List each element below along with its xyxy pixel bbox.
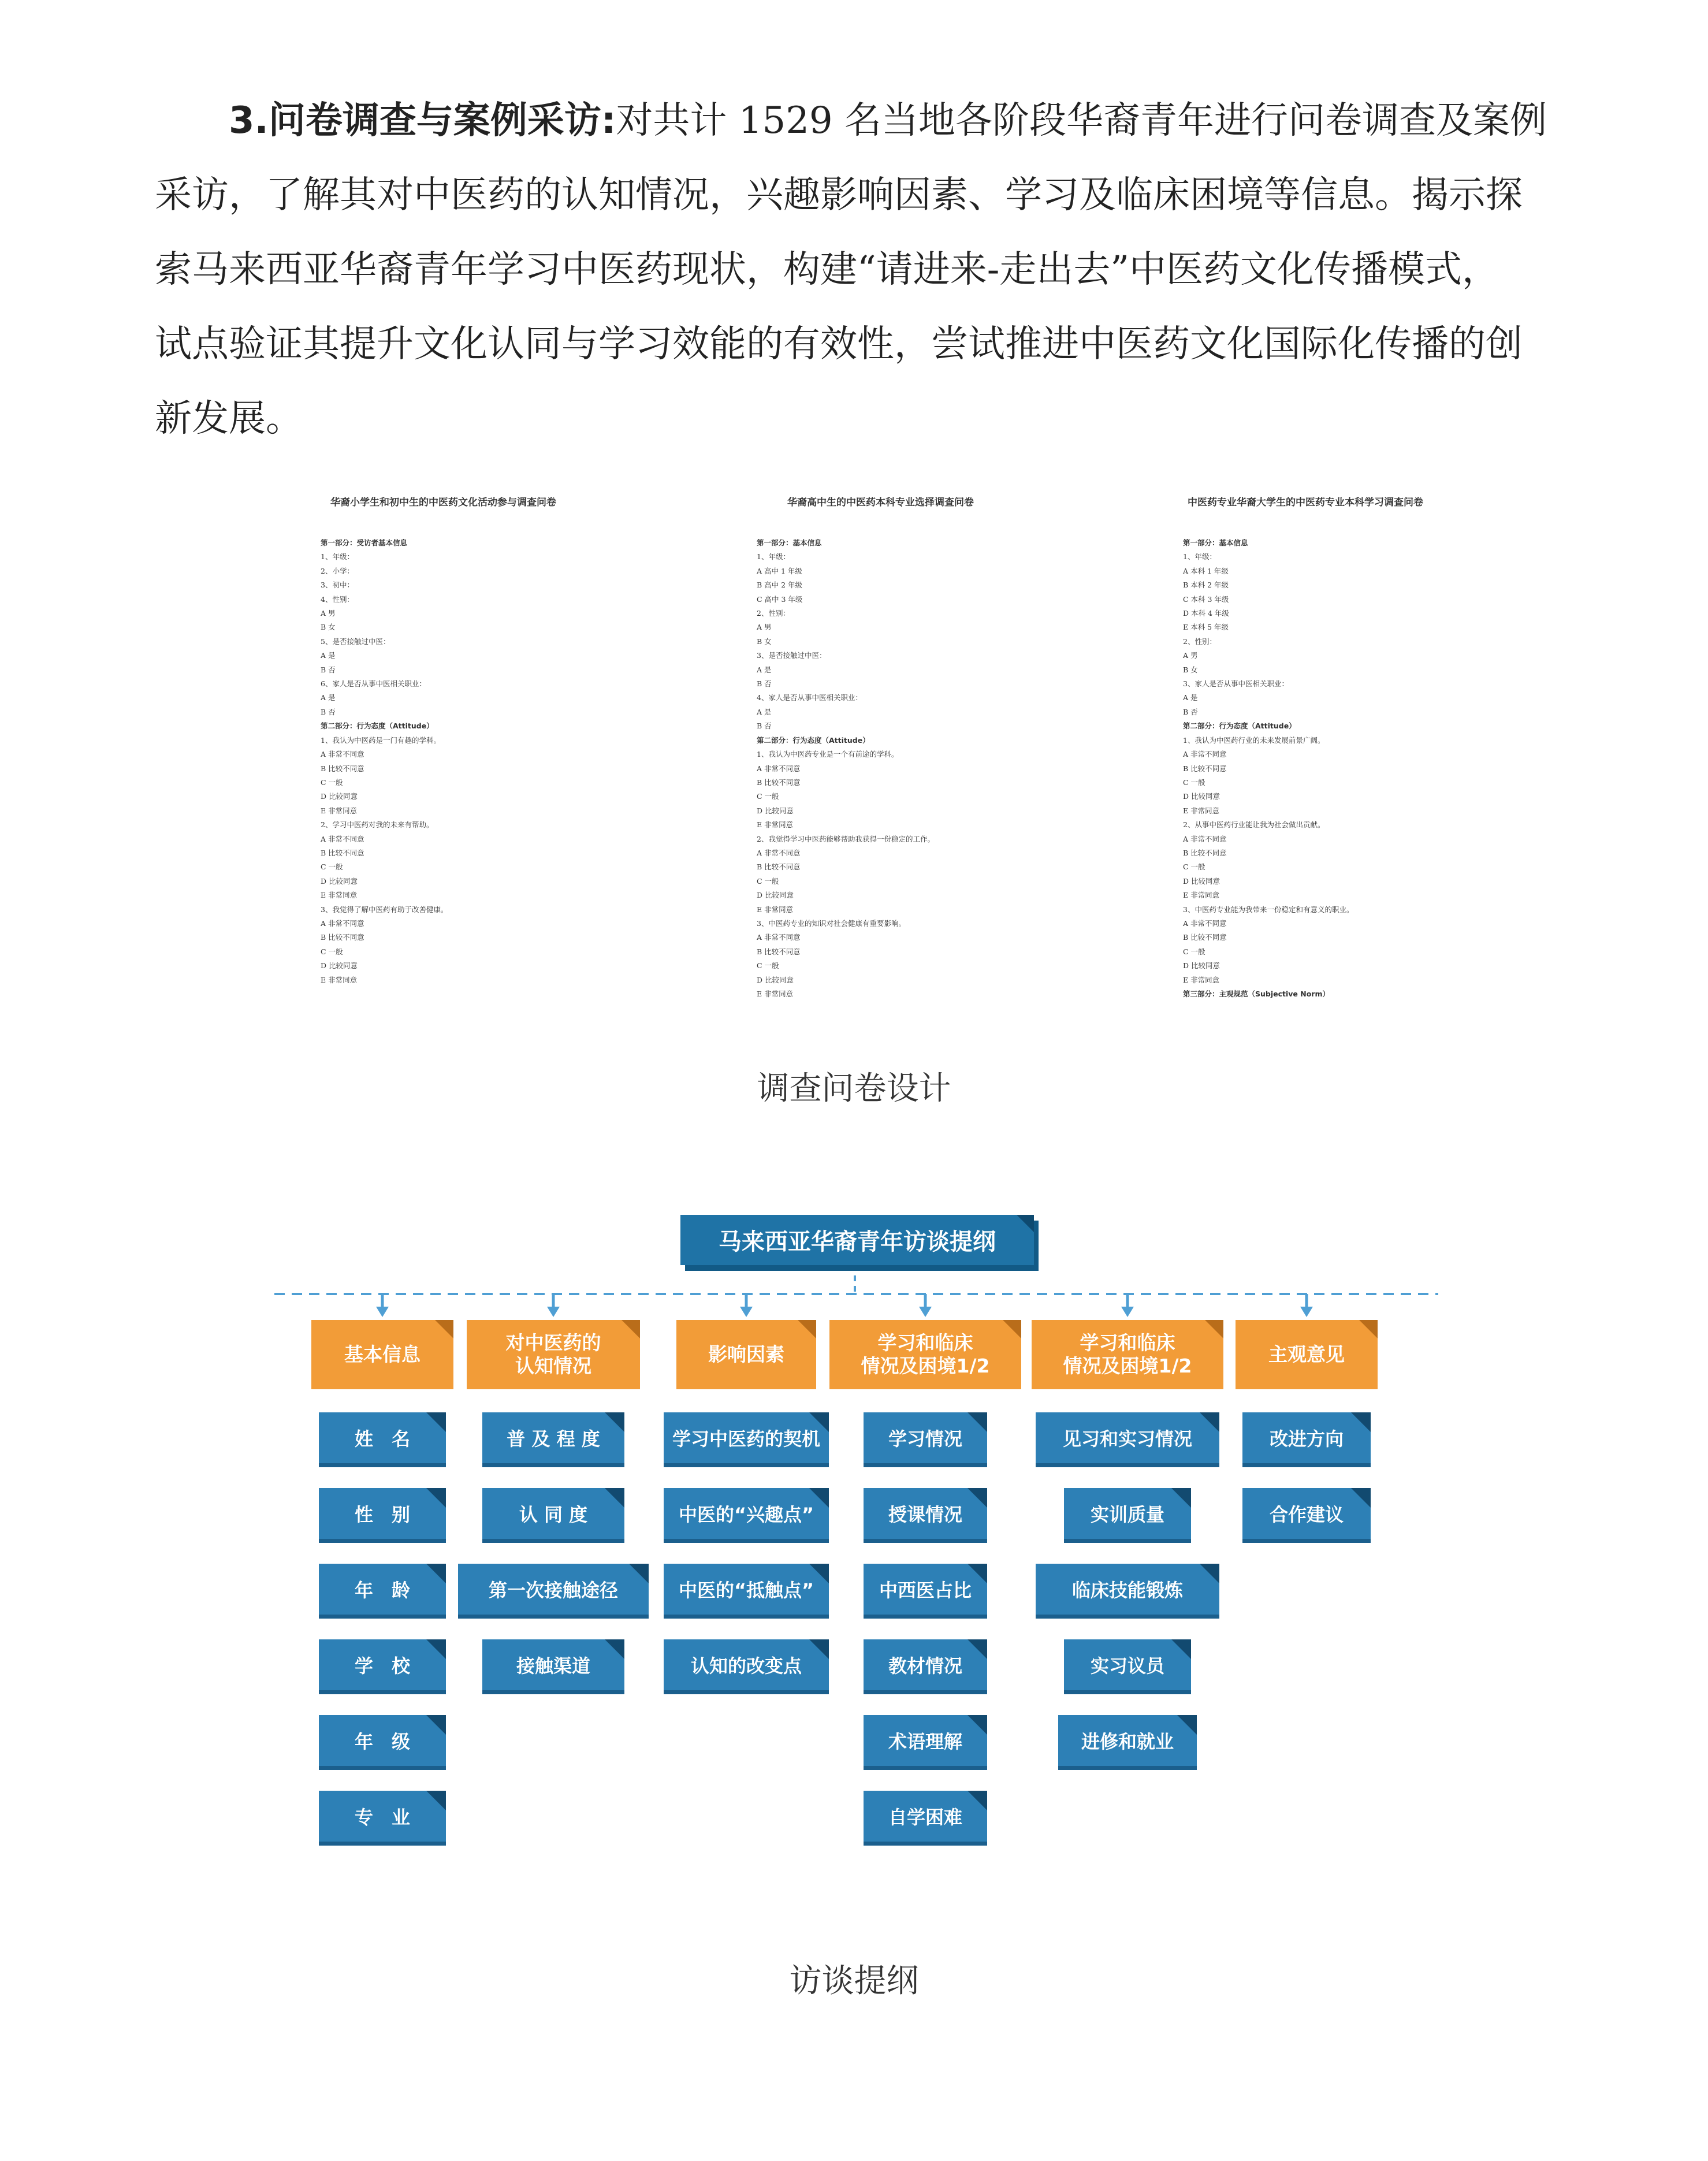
questionnaire-line: B 比较不同意 — [757, 947, 801, 956]
questionnaire-section: 第一部分：基本信息 — [1183, 538, 1248, 547]
fold-corner-icon — [605, 1488, 624, 1508]
org-item-label: 学习情况 — [888, 1428, 962, 1450]
fold-corner-icon — [426, 1791, 446, 1810]
org-item — [664, 1564, 829, 1615]
org-category — [467, 1320, 640, 1389]
questionnaire-section: 第二部分：行为态度（Attitude） — [757, 735, 870, 745]
org-root-title: 马来西亚华裔青年访谈提纲 — [680, 1215, 1034, 1265]
questionnaire-line: B 否 — [757, 721, 772, 731]
questionnaire-line: D 比较同意 — [321, 792, 358, 801]
fold-corner-icon — [809, 1564, 829, 1583]
fold-corner-icon — [629, 1564, 649, 1583]
org-item-label: 接触渠道 — [516, 1655, 590, 1677]
questionnaire-line: 2、我觉得学习中医药能够帮助我获得一份稳定的工作。 — [757, 834, 935, 843]
questionnaire-line: E 非常同意 — [1183, 891, 1220, 900]
questionnaire-line: D 比较同意 — [321, 961, 358, 970]
arrow-down-icon — [547, 1307, 560, 1317]
org-item — [319, 1412, 446, 1463]
org-item-label: 授课情况 — [888, 1504, 962, 1526]
questionnaire-line: 3、家人是否从事中医相关职业： — [1183, 679, 1289, 689]
org-item-label: 中医的“兴趣点” — [678, 1504, 814, 1526]
questionnaire-section: 第二部分：行为态度（Attitude） — [1183, 721, 1296, 731]
questionnaire-line: A 是 — [1183, 693, 1198, 702]
org-item — [319, 1715, 446, 1766]
questionnaire-line: A 是 — [757, 665, 772, 674]
questionnaire-line: B 比较不同意 — [321, 848, 364, 857]
fold-corner-icon — [809, 1488, 829, 1508]
fold-corner-icon — [435, 1320, 453, 1338]
questionnaire-line: C 一般 — [321, 947, 343, 956]
paragraph-line-5: 新发展。 — [155, 397, 303, 440]
fold-corner-icon — [605, 1639, 624, 1659]
org-category — [1236, 1320, 1378, 1389]
questionnaire-line: A 非常不同意 — [757, 764, 801, 773]
questionnaire-line: B 否 — [1183, 707, 1198, 716]
org-item — [319, 1488, 446, 1539]
questionnaire-line: A 非常不同意 — [321, 918, 364, 928]
org-item — [1036, 1412, 1219, 1463]
questionnaire-section: 第一部分：基本信息 — [757, 538, 822, 547]
intro-paragraph — [155, 84, 1564, 456]
questionnaire-line: 2、从事中医药行业能让我为社会做出贡献。 — [1183, 820, 1325, 830]
arrow-group — [376, 1294, 1313, 1317]
questionnaire-lines — [1183, 536, 1423, 1001]
org-item-label: 临床技能锻炼 — [1071, 1579, 1183, 1601]
questionnaire-line: 1、我认为中医药是一门有趣的学科。 — [321, 735, 441, 745]
org-item — [664, 1488, 829, 1539]
fold-corner-icon — [968, 1412, 987, 1432]
arrow-down-icon — [1121, 1307, 1134, 1317]
org-item — [664, 1412, 829, 1463]
fold-corner-icon — [426, 1715, 446, 1735]
questionnaire-line: E 本科 5 年级 — [1183, 623, 1229, 632]
arrow-down-icon — [740, 1307, 753, 1317]
questionnaire-line: A 非常不同意 — [1183, 834, 1227, 843]
section-heading: 3.问卷调查与案例采访: — [229, 99, 616, 142]
org-item-label: 姓 名 — [354, 1428, 410, 1450]
org-category-label: 学习和临床 情况及困境1/2 — [1063, 1331, 1192, 1377]
questionnaire-line: B 女 — [1183, 665, 1198, 674]
questionnaire-line: B 比较不同意 — [757, 778, 801, 787]
org-item — [864, 1488, 987, 1539]
arrow-down-icon — [919, 1307, 932, 1317]
fold-corner-icon — [968, 1488, 987, 1508]
questionnaire-line: B 否 — [321, 707, 336, 716]
questionnaire-line: C 高中 3 年级 — [757, 594, 803, 604]
questionnaire-line: A 男 — [757, 623, 772, 632]
fold-corner-icon — [605, 1412, 624, 1432]
org-item-label: 学 校 — [354, 1655, 410, 1677]
fold-corner-icon — [968, 1791, 987, 1810]
questionnaire-highschool — [757, 494, 974, 1001]
questionnaire-line: D 比较同意 — [321, 876, 358, 886]
questionnaire-line: B 否 — [757, 679, 772, 689]
questionnaire-section: 第三部分：主观规范（Subjective Norm） — [1183, 990, 1330, 998]
questionnaire-line: B 比较不同意 — [321, 933, 364, 942]
paragraph-line-3: 索马来西亚华裔青年学习中医药现状，构建“请进来-走出去”中医药文化传播模式， — [155, 248, 1499, 291]
org-category-label: 影响因素 — [708, 1343, 784, 1366]
paragraph-line-1: 3.问卷调查与案例采访:对共计 1529 名当地各阶段华裔青年进行问卷调查及案例 — [229, 99, 1547, 142]
questionnaire-line: 1、年级： — [757, 552, 790, 561]
org-category — [1032, 1320, 1223, 1389]
fold-corner-icon — [968, 1564, 987, 1583]
questionnaire-section: 第二部分：行为态度（Attitude） — [321, 721, 434, 731]
questionnaire-line: A 非常不同意 — [757, 933, 801, 942]
questionnaire-line: 5、是否接触过中医： — [321, 637, 390, 646]
org-item — [864, 1715, 987, 1766]
questionnaire-line: A 是 — [321, 651, 336, 660]
org-item-label: 性 别 — [354, 1504, 410, 1526]
questionnaire-line: C 一般 — [1183, 778, 1205, 787]
questionnaire-line: C 一般 — [757, 792, 779, 801]
questionnaire-line: D 比较同意 — [757, 806, 794, 815]
org-item-label: 普 及 程 度 — [507, 1428, 600, 1450]
org-item — [482, 1412, 624, 1463]
org-item — [1064, 1639, 1191, 1690]
org-item — [319, 1791, 446, 1842]
fold-corner-icon — [426, 1639, 446, 1659]
questionnaire-line: A 男 — [1183, 651, 1198, 660]
org-item — [864, 1564, 987, 1615]
questionnaire-line: C 一般 — [1183, 862, 1205, 872]
questionnaire-line: A 非常不同意 — [321, 834, 364, 843]
org-item — [319, 1639, 446, 1690]
questionnaire-line: B 比较不同意 — [757, 862, 801, 872]
questionnaire-line: 6、家人是否从事中医相关职业： — [321, 679, 426, 689]
fold-corner-icon — [1359, 1320, 1378, 1338]
org-item — [482, 1488, 624, 1539]
fold-corner-icon — [1171, 1639, 1191, 1659]
questionnaire-line: A 男 — [321, 609, 336, 618]
org-item — [1242, 1412, 1371, 1463]
org-item-label: 教材情况 — [888, 1655, 962, 1677]
questionnaire-line: 2、小学： — [321, 566, 354, 575]
questionnaire-line: B 女 — [757, 637, 772, 646]
org-item-label: 年 龄 — [354, 1579, 410, 1601]
org-item — [864, 1791, 987, 1842]
questionnaire-line: E 非常同意 — [321, 975, 358, 984]
questionnaire-line: B 高中 2 年级 — [757, 581, 803, 590]
questionnaire-line: B 比较不同意 — [1183, 848, 1227, 857]
questionnaire-line: 2、性别： — [757, 609, 790, 618]
org-category-label: 对中医药的 认知情况 — [505, 1331, 601, 1377]
org-item — [864, 1412, 987, 1463]
questionnaire-line: E 非常同意 — [757, 905, 794, 914]
caption-interview-outline: 访谈提纲 — [789, 1962, 919, 2000]
org-item — [482, 1639, 624, 1690]
org-item-label: 第一次接触途径 — [488, 1579, 618, 1601]
questionnaire-line: E 非常同意 — [757, 990, 794, 998]
questionnaire-line: B 比较不同意 — [321, 764, 364, 773]
questionnaire-title: 中医药专业华裔大学生的中医药专业本科学习调查问卷 — [1188, 497, 1423, 508]
org-item — [1036, 1564, 1219, 1615]
org-item-label: 中西医占比 — [879, 1579, 972, 1601]
org-item-label: 改进方向 — [1269, 1428, 1344, 1450]
org-item-label: 年 级 — [354, 1731, 410, 1753]
caption-questionnaire-design: 调查问卷设计 — [757, 1070, 951, 1107]
questionnaire-line: A 非常不同意 — [1183, 750, 1227, 759]
fold-corner-icon — [426, 1564, 446, 1583]
questionnaire-line: A 高中 1 年级 — [757, 566, 802, 575]
questionnaire-line: 3、我觉得了解中医药有助于改善健康。 — [321, 905, 448, 914]
arrow-down-icon — [1300, 1307, 1313, 1317]
fold-corner-icon — [1017, 1215, 1034, 1232]
questionnaire-line: B 比较不同意 — [1183, 764, 1227, 773]
questionnaire-line: A 非常不同意 — [757, 848, 801, 857]
questionnaire-lines — [321, 536, 556, 987]
fold-corner-icon — [426, 1412, 446, 1432]
questionnaire-line: B 女 — [321, 623, 336, 632]
org-item-label: 合作建议 — [1269, 1504, 1344, 1526]
org-category-label: 基本信息 — [344, 1343, 421, 1366]
questionnaire-title: 华裔高中生的中医药本科专业选择调查问卷 — [787, 497, 974, 508]
questionnaire-line: B 比较不同意 — [1183, 933, 1227, 942]
questionnaire-line: E 非常同意 — [1183, 806, 1220, 815]
questionnaire-line: 1、年级： — [1183, 552, 1216, 561]
org-item — [864, 1639, 987, 1690]
questionnaire-line: 4、家人是否从事中医相关职业： — [757, 693, 862, 702]
org-item — [319, 1564, 446, 1615]
org-category-label: 主观意见 — [1268, 1343, 1345, 1366]
org-item-label: 自学困难 — [888, 1806, 962, 1828]
org-item — [1064, 1488, 1191, 1539]
org-item-label: 专 业 — [354, 1806, 410, 1828]
questionnaire-title: 华裔小学生和初中生的中医药文化活动参与调查问卷 — [330, 497, 556, 508]
paragraph-line-2: 采访，了解其对中医药的认知情况，兴趣影响因素、学习及临床困境等信息。揭示探 — [155, 174, 1523, 217]
org-item-label: 认 同 度 — [519, 1504, 588, 1526]
questionnaire-line: 3、中医药专业能为我带来一份稳定和有意义的职业。 — [1183, 905, 1354, 914]
org-item-label: 实训质量 — [1090, 1504, 1164, 1526]
org-item-label: 术语理解 — [888, 1731, 962, 1753]
questionnaire-line: B 否 — [321, 665, 336, 674]
questionnaire-line: 3、中医药专业的知识对社会健康有重要影响。 — [757, 918, 906, 928]
org-item-label: 中医的“抵触点” — [678, 1579, 814, 1601]
questionnaire-lines — [757, 536, 974, 1001]
fold-corner-icon — [1205, 1320, 1223, 1338]
org-item — [1242, 1488, 1371, 1539]
fold-corner-icon — [798, 1320, 816, 1338]
fold-corner-icon — [1171, 1488, 1191, 1508]
org-item-label: 进修和就业 — [1081, 1731, 1174, 1753]
org-category — [311, 1320, 453, 1389]
questionnaire-line: A 是 — [757, 707, 772, 716]
questionnaire-line: 1、我认为中医药专业是一个有前途的学科。 — [757, 750, 899, 759]
questionnaire-line: 1、年级： — [321, 552, 354, 561]
questionnaire-line: C 一般 — [757, 876, 779, 886]
questionnaire-university — [1183, 494, 1423, 1001]
org-category-label: 学习和临床 情况及困境1/2 — [861, 1331, 990, 1377]
questionnaire-line: D 比较同意 — [757, 891, 794, 900]
questionnaire-line: E 非常同意 — [321, 891, 358, 900]
fold-corner-icon — [809, 1412, 829, 1432]
fold-corner-icon — [1003, 1320, 1021, 1338]
org-item-label: 学习中医药的契机 — [672, 1428, 820, 1450]
questionnaire-line: C 一般 — [321, 778, 343, 787]
questionnaire-line: A 非常不同意 — [321, 750, 364, 759]
questionnaire-line: A 是 — [321, 693, 336, 702]
questionnaire-line: C 一般 — [1183, 947, 1205, 956]
questionnaire-line: E 非常同意 — [321, 806, 358, 815]
org-category — [829, 1320, 1021, 1389]
questionnaire-line: 2、学习中医药对我的未来有帮助。 — [321, 820, 434, 830]
questionnaire-line: 1、我认为中医药行业的未来发展前景广阔。 — [1183, 735, 1325, 745]
org-category — [676, 1320, 816, 1389]
questionnaire-line: C 本科 3 年级 — [1183, 594, 1229, 604]
questionnaire-line: D 比较同意 — [1183, 876, 1220, 886]
fold-corner-icon — [1200, 1412, 1219, 1432]
fold-corner-icon — [968, 1639, 987, 1659]
questionnaire-line: D 比较同意 — [757, 975, 794, 984]
questionnaire-line: 4、性别： — [321, 594, 354, 604]
questionnaire-line: 3、是否接触过中医： — [757, 651, 827, 660]
questionnaire-line: D 比较同意 — [1183, 792, 1220, 801]
fold-corner-icon — [622, 1320, 640, 1338]
fold-corner-icon — [1351, 1488, 1371, 1508]
questionnaire-line: A 本科 1 年级 — [1183, 566, 1229, 575]
fold-corner-icon — [1177, 1715, 1197, 1735]
questionnaire-line: A 非常不同意 — [1183, 918, 1227, 928]
arrow-down-icon — [376, 1307, 389, 1317]
questionnaire-section: 第一部分：受访者基本信息 — [321, 538, 408, 547]
org-item-label: 认知的改变点 — [690, 1655, 802, 1677]
fold-corner-icon — [809, 1639, 829, 1659]
questionnaire-line: B 本科 2 年级 — [1183, 581, 1229, 590]
fold-corner-icon — [1351, 1412, 1371, 1432]
org-item-label: 见习和实习情况 — [1062, 1428, 1192, 1450]
questionnaire-line: E 非常同意 — [757, 820, 794, 830]
questionnaire-line: 3、初中： — [321, 581, 354, 590]
org-item — [664, 1639, 829, 1690]
questionnaire-line: D 比较同意 — [1183, 961, 1220, 970]
org-item — [1058, 1715, 1197, 1766]
questionnaire-line: C 一般 — [757, 961, 779, 970]
paragraph-line-4: 试点验证其提升文化认同与学习效能的有效性，尝试推进中医药文化国际化传播的创 — [155, 323, 1523, 366]
questionnaire-line: C 一般 — [321, 862, 343, 872]
questionnaire-line: D 本科 4 年级 — [1183, 609, 1229, 618]
fold-corner-icon — [968, 1715, 987, 1735]
questionnaire-primary — [321, 494, 556, 987]
fold-corner-icon — [1200, 1564, 1219, 1583]
questionnaire-line: E 非常同意 — [1183, 975, 1220, 984]
fold-corner-icon — [426, 1488, 446, 1508]
org-item — [458, 1564, 649, 1615]
org-item-label: 实习议员 — [1090, 1655, 1164, 1677]
questionnaire-line: 2、性别： — [1183, 637, 1216, 646]
